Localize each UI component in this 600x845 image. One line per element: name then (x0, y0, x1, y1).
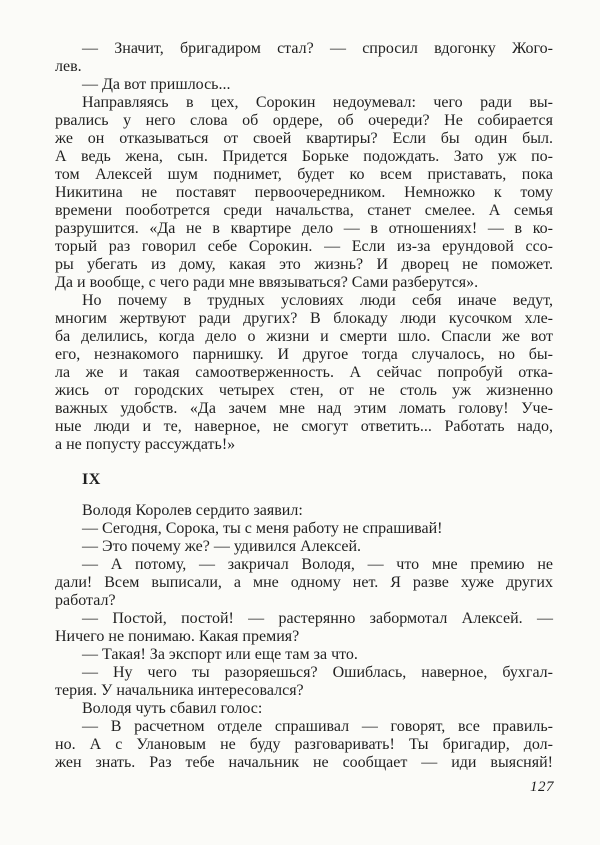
text-line: времени пооботрется среди начальства, станет смелее. А семья (55, 202, 553, 219)
paragraph (55, 94, 553, 292)
paragraph (55, 664, 553, 700)
text-line: Ничего не понимаю. Какая премия? (55, 628, 300, 645)
paragraph (55, 700, 553, 718)
text-line: лев. (55, 58, 82, 75)
text-line: рвались у него слова об ордере, об очереди? Не собирается (55, 112, 553, 129)
text-line: А ведь жена, сын. Придется Борьке подождать. Зато уж по- (55, 148, 553, 165)
text-line: Да и вообще, с чего ради мне ввязываться? Сами разберутся». (55, 274, 479, 291)
text-line: Но почему в трудных условиях люди себя иначе ведут, (82, 292, 553, 309)
text-line: же он отказываться от своей квартиры? Если бы один был. (55, 130, 553, 147)
text-line: разрушится. «Да не в квартире дело — в отношениях! — в ко- (55, 220, 553, 237)
text-line: работал? (55, 592, 116, 609)
text-line: Володя чуть сбавил голос: (82, 700, 263, 717)
text-line: — Это почему же? — удивился Алексей. (82, 538, 362, 555)
paragraph (55, 76, 553, 94)
text-line: том Алексей шум поднимет, будет ко всем приставать, пока (55, 166, 553, 183)
text-line: дали! Всем выписали, а мне одному нет. Я разве хуже других (55, 574, 553, 591)
paragraph (55, 556, 553, 610)
text-line: жись от городских четырех стен, от не столь уж жизненно (55, 382, 553, 399)
text-line: терия. У начальника интересовался? (55, 682, 304, 699)
text-line: важных удобств. «Да зачем мне над этим ломать голову! Уче- (55, 400, 553, 417)
text-line: Володя Королев сердито заявил: (82, 502, 303, 519)
text-column (55, 40, 553, 772)
paragraph (55, 292, 553, 454)
section-heading: IX (82, 471, 101, 488)
paragraph (55, 502, 553, 520)
text-line: — Сегодня, Сорока, ты с меня работу не спрашивай! (82, 520, 443, 537)
text-line: жен знать. Раз тебе начальник не сообщает — иди выясняй! (55, 754, 553, 771)
paragraph (55, 40, 553, 76)
page-number: 127 (530, 779, 554, 795)
paragraph (55, 646, 553, 664)
text-line: — Постой, постой! — растерянно забормотал Алексей. — (82, 610, 553, 627)
text-line: его, незнакомого парнишку. И другое тогда случалось, но бы- (55, 346, 553, 363)
text-line: ные люди и те, наверное, не смогут ответить... Работать надо, (55, 418, 553, 435)
text-line: многим жертвуют ради других? В блокаду люди кусочком хле- (55, 310, 553, 327)
text-line: ба делились, когда дело о жизни и смерти шло. Спасли же вот (55, 328, 553, 345)
text-line: — Значит, бригадиром стал? — спросил вдогонку Жого- (82, 40, 553, 57)
text-line: — Ну чего ты разоряешься? Ошиблась, наверное, бухгал- (82, 664, 553, 681)
text-line: Никитина не поставят первоочередником. Немножко к тому (55, 184, 553, 201)
text-line: ры убегать из дому, какая это жизнь? И дворец не поможет. (55, 256, 553, 273)
paragraph (55, 538, 553, 556)
text-line: а не попусту рассуждать!» (55, 436, 236, 453)
text-line: — Да вот пришлось... (82, 76, 231, 93)
paragraph (55, 610, 553, 646)
text-line: — В расчетном отделе спрашивал — говорят, все правиль- (82, 718, 553, 735)
text-line: — Такая! За экспорт или еще там за что. (82, 646, 358, 663)
paragraph (55, 718, 553, 772)
text-line: торый раз говорил себе Сорокин. — Если из-за ерундовой ссо- (55, 238, 553, 255)
text-line: ла же и такая самоотверженность. А сейчас попробуй отка- (55, 364, 553, 381)
text-line: — А потому, — закричал Володя, — что мне премию не (82, 556, 553, 573)
text-line: Направляясь в цех, Сорокин недоумевал: чего ради вы- (82, 94, 553, 111)
text-line: но. А с Улановым не буду разговаривать! Ты бригадир, дол- (55, 736, 553, 753)
paragraph (55, 520, 553, 538)
